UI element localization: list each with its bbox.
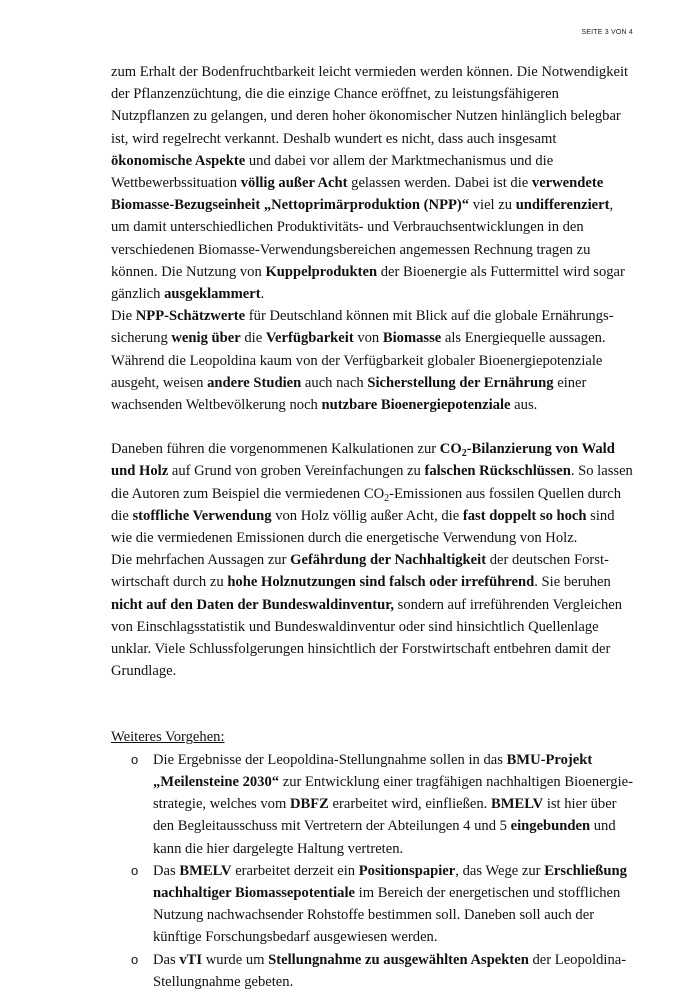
page-number-header: SEITE 3 VON 4 (581, 29, 633, 36)
text-run: die (240, 330, 266, 347)
bold-text-run: Gefährdung der Nachhaltigkeit (290, 552, 487, 569)
text-run: zur Entwicklung einer tragfähigen nachhaltigen Bioenergiestrategie, welches vom (153, 773, 633, 813)
bold-text-run: Stellungnahme zu ausgewählten Aspekten (268, 951, 529, 968)
text-run: Die Ergebnisse der Leopoldina-Stellungnahme sollen in das (153, 751, 507, 768)
text-run: ist hier über den Begleitausschuss mit Vertretern der Abteilungen 4 und 5 (153, 796, 617, 835)
text-run: . So lassen die Autoren zum Beispiel die vermiedenen CO (111, 463, 633, 502)
text-run: auch nach (301, 374, 368, 391)
bold-text-run: DBFZ (289, 796, 329, 813)
bold-text-run: Biomasse (382, 330, 442, 347)
bold-text-run: BMELV (490, 796, 544, 813)
bold-text-run: Sicherstellung der Ernährung (367, 374, 554, 391)
text-run: 2 (384, 492, 390, 504)
paragraph-co2-balance (111, 438, 634, 549)
text-run: auf Grund von groben Vereinfachungen zu (168, 463, 425, 480)
text-run: . (260, 286, 265, 303)
paragraph-npp-estimates (111, 305, 634, 416)
text-run: sind wie die vermiedenen Emissionen durch die energetische Verwendung von Holz. (111, 507, 615, 547)
bold-text-run: nicht auf den Daten der Bundeswaldinventur, (111, 596, 395, 613)
bold-text-run: BMU-Projekt „Meilensteine 2030“ (153, 751, 593, 790)
text-run: Die (111, 308, 136, 325)
bold-text-run: hohe Holznutzungen sind falsch oder irreführend (227, 574, 535, 591)
text-run: aus. (510, 397, 538, 414)
text-run: Die mehrfachen Aussagen zur (111, 552, 291, 569)
bold-text-run: Verfügbarkeit (265, 330, 354, 347)
text-run: Das (153, 862, 180, 879)
bold-text-run: 2 (461, 448, 467, 460)
text-run: als Energiequelle aussagen. Während die Leopoldina kaum von der Verfügbarkeit globaler Bioenergiepotenziale ausgeht, weisen (111, 330, 606, 391)
bold-text-run: CO (439, 441, 462, 458)
text-run: einer wachsenden Weltbevölkerung noch (111, 374, 587, 414)
bold-text-run: falschen Rückschlüssen (424, 463, 571, 480)
bullet-icon: o (131, 862, 139, 878)
text-run: gelassen werden. Dabei ist die (347, 175, 532, 192)
text-run: . Sie beruhen (534, 574, 611, 591)
text-run: Das (153, 951, 180, 968)
text-run: der deutschen Forstwirtschaft durch zu (111, 552, 609, 591)
text-run: sondern auf irreführenden Vergleichen von Einschlagsstatistik und Bundeswaldinventur oder sind hinsichtlich Quellenlage unklar. Viele Schlussfolgerungen hinsichtlich der Forstwirtschaft entbehren damit der Grundlage. (111, 596, 623, 680)
text-run: -Emissionen aus fossilen Quellen durch die (111, 485, 621, 524)
bold-text-run: ausgeklammert (164, 286, 261, 303)
bold-text-run: Kuppelprodukten (265, 263, 378, 280)
bold-text-run: verwendete Biomasse-Bezugseinheit „Nettoprimärproduktion (NPP)“ (111, 175, 604, 214)
bold-text-run: Positionspapier (358, 862, 456, 879)
text-run: für Deutschland können mit Blick auf die globale Ernährungssicherung (111, 308, 614, 347)
bold-text-run: wenig über (171, 330, 241, 347)
list-item (111, 949, 634, 993)
text-run: , das Wege zur (455, 862, 545, 879)
text-run: von (353, 330, 383, 347)
bullet-icon: o (131, 751, 139, 767)
text-run: viel zu (469, 197, 516, 214)
next-steps-heading: Weiteres Vorgehen: (111, 729, 225, 746)
bold-text-run: fast doppelt so hoch (462, 507, 587, 524)
list-item (111, 860, 634, 949)
text-run: erarbeitet wird, einfließen. (328, 796, 491, 813)
bold-text-run: andere Studien (207, 374, 302, 391)
bold-text-run: BMELV (179, 862, 232, 879)
bullet-icon: o (131, 951, 139, 967)
text-run: Daneben führen die vorgenommenen Kalkulationen zur (111, 441, 440, 458)
text-run: von Holz völlig außer Acht, die (271, 507, 463, 524)
text-run: der Leopoldina-Stellungnahme gebeten. (153, 951, 627, 990)
bold-text-run: stoffliche Verwendung (132, 507, 272, 524)
bold-text-run: nutzbare Bioenergiepotenziale (321, 397, 511, 414)
next-steps-list (111, 749, 634, 993)
list-item-text (153, 863, 627, 946)
bold-text-run: undifferenziert (515, 197, 610, 214)
bold-text-run: -Bilanzierung von Wald und Holz (111, 441, 615, 480)
bold-text-run: vTI (179, 951, 203, 968)
list-item-text (153, 752, 633, 857)
text-run: und dabei vor allem der Marktmechanismus und die Wettbewerbssituation (111, 152, 554, 192)
bold-text-run: ökonomische Aspekte (111, 152, 246, 169)
bold-text-run: NPP-Schätzwerte (135, 308, 246, 325)
document-body (111, 61, 634, 993)
text-run: der Bioenergie als Futtermittel wird sogar gänzlich (111, 263, 625, 303)
list-item-text (153, 952, 626, 990)
bold-text-run: eingebunden (510, 818, 591, 835)
text-run: wurde um (202, 951, 269, 968)
text-run: erarbeitet derzeit ein (231, 862, 359, 879)
paragraph-sustainability (111, 549, 634, 682)
text-run: im Bereich der energetischen und stofflichen Nutzung nachwachsender Rohstoffe bestimmen soll. Daneben soll auch der künftige Forschungsbedarf ausgewiesen werden. (153, 884, 621, 946)
bold-text-run: Erschließung nachhaltiger Biomassepotentiale (153, 862, 627, 901)
text-run: und kann die hier dargelegte Haltung vertreten. (153, 818, 616, 857)
bold-text-run: völlig außer Acht (240, 175, 348, 192)
text-run: , um damit unterschiedlichen Produktivitäts- und Verbrauchsentwicklungen in den verschiedenen Biomasse-Verwendungsbereichen angemessen Rechnung tragen zu können. Die Nutzung von (111, 197, 614, 280)
list-item (111, 749, 634, 860)
text-run: zum Erhalt der Bodenfruchtbarkeit leicht vermieden werden können. Die Notwendigkeit der Pflanzenzüchtung, die die einzige Chance eröffnet, zu leistungsfähigeren Nutzpflanzen zu gelangen, und deren hoher ökonomischer Nutzen hinlänglich belegbar ist, wird regelrecht verkannt. Deshalb wundert es nicht, dass auch insgesamt (111, 64, 629, 147)
paragraph-biomass-criticism (111, 61, 634, 305)
